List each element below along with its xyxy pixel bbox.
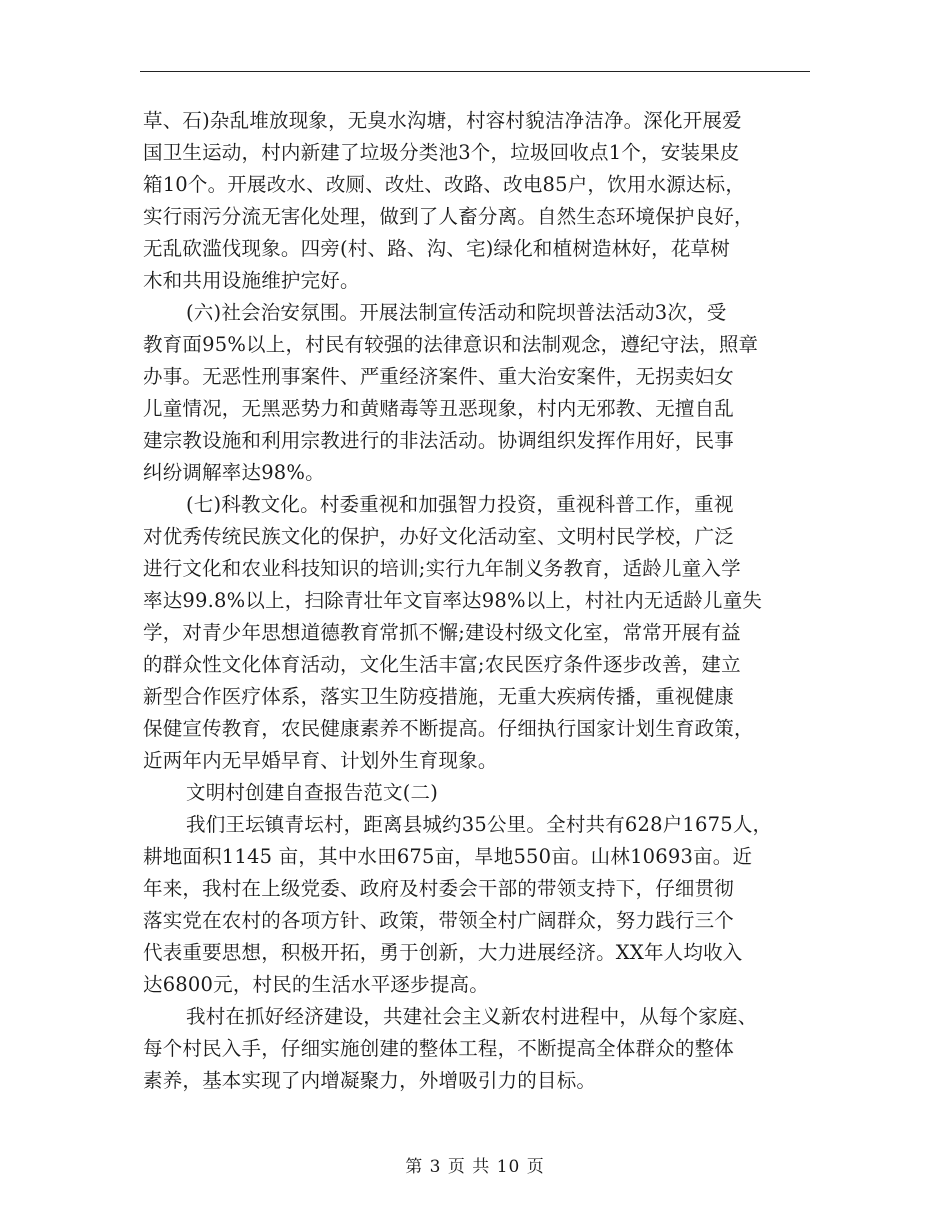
page-footer: 第 3 页 共 10 页	[405, 1157, 545, 1177]
text-line: 文明村创建自查报告范文(二)	[186, 781, 439, 804]
text-line: 新型合作医疗体系，落实卫生防疫措施，无重大疾病传播，重视健康	[143, 685, 735, 708]
text-line: 国卫生运动，村内新建了垃圾分类池3个，垃圾回收点1个，安装果皮	[143, 141, 740, 164]
text-line: 纠纷调解率达98%。	[143, 461, 325, 484]
text-line: 进行文化和农业科技知识的培训;实行九年制义务教育，适龄儿童入学	[143, 557, 741, 580]
text-line: 建宗教设施和利用宗教进行的非法活动。协调组织发挥作用好，民事	[143, 429, 735, 452]
header-rule	[140, 71, 810, 72]
text-line: 木和共用设施维护完好。	[143, 269, 360, 292]
text-line: (七)科教文化。村委重视和加强智力投资，重视科普工作，重视	[186, 493, 734, 516]
text-line: 儿童情况，无黑恶势力和黄赌毒等丑恶现象，村内无邪教、无擅自乱	[143, 397, 735, 420]
text-line: 保健宣传教育，农民健康素养不断提高。仔细执行国家计划生育政策，	[143, 717, 754, 740]
text-line: 教育面95%以上，村民有较强的法律意识和法制观念，遵纪守法，照章	[143, 333, 759, 356]
text-line: 对优秀传统民族文化的保护，办好文化活动室、文明村民学校，广泛	[143, 525, 735, 548]
text-line: 无乱砍滥伐现象。四旁(村、路、沟、宅)绿化和植树造林好，花草树	[143, 237, 730, 260]
text-line: 我村在抓好经济建设，共建社会主义新农村进程中，从每个家庭、	[186, 1005, 758, 1028]
text-line: 草、石)杂乱堆放现象，无臭水沟塘，村容村貌洁净洁净。深化开展爱	[143, 109, 742, 132]
text-line: 落实党在农村的各项方针、政策，带领全村广阔群众，努力践行三个	[143, 909, 735, 932]
text-line: 耕地面积1145 亩，其中水田675亩，旱地550亩。山林10693亩。近	[143, 845, 753, 868]
text-line: 办事。无恶性刑事案件、严重经济案件、重大治安案件，无拐卖妇女	[143, 365, 735, 388]
text-line: 年来，我村在上级党委、政府及村委会干部的带领支持下，仔细贯彻	[143, 877, 735, 900]
text-line: (六)社会治安氛围。开展法制宣传活动和院坝普法活动3次，受	[186, 301, 727, 324]
text-line: 的群众性文化体育活动，文化生活丰富;农民医疗条件逐步改善，建立	[143, 653, 741, 676]
text-line: 学，对青少年思想道德教育常抓不懈;建设村级文化室，常常开展有益	[143, 621, 741, 644]
document-body	[143, 105, 843, 1097]
text-line: 我们王坛镇青坛村，距离县城约35公里。全村共有628户1675人，	[186, 813, 773, 836]
text-line: 素养，基本实现了内增凝聚力，外增吸引力的目标。	[143, 1069, 597, 1092]
text-line: 达6800元，村民的生活水平逐步提高。	[143, 973, 489, 996]
text-line: 每个村民入手，仔细实施创建的整体工程，不断提高全体群众的整体	[143, 1037, 735, 1060]
text-line: 率达99.8%以上，扫除青壮年文盲率达98%以上，村社内无适龄儿童失	[143, 589, 763, 612]
text-line: 箱10个。开展改水、改厕、改灶、改路、改电85户，饮用水源达标，	[143, 173, 746, 196]
text-line: 实行雨污分流无害化处理，做到了人畜分离。自然生态环境保护良好，	[143, 205, 754, 228]
text-line: 代表重要思想，积极开拓，勇于创新，大力进展经济。XX年人均收入	[143, 941, 743, 964]
text-line: 近两年内无早婚早育、计划外生育现象。	[143, 749, 498, 772]
